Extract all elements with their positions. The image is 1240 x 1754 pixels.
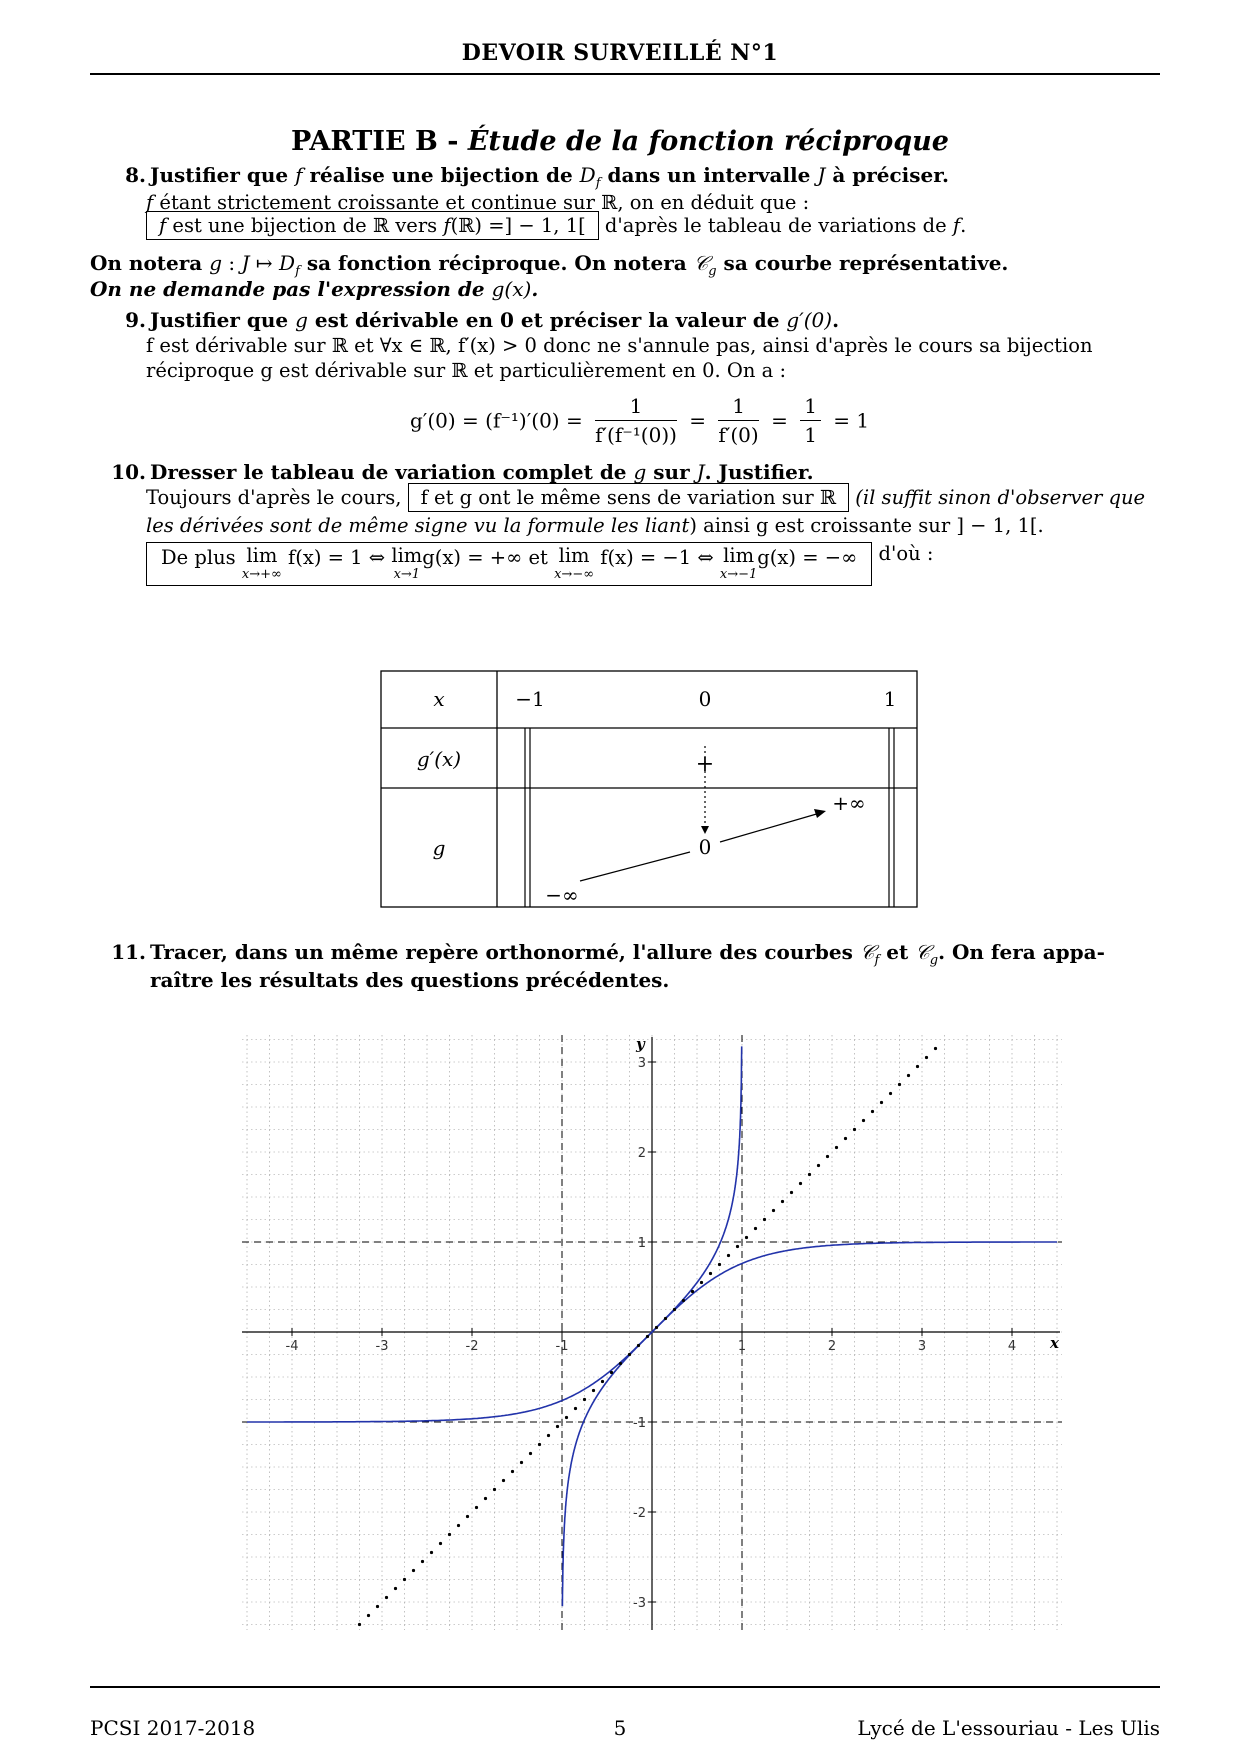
question-10-line-2: les dérivées sont de même signe vu la formule les liant) ainsi g est croissante sur ] − 1, 1[.: [146, 514, 1044, 537]
identity-dot: [493, 1488, 496, 1491]
y-axis-label: y: [636, 1035, 645, 1053]
identity-dot: [601, 1380, 604, 1383]
y-tick-label: 1: [637, 1236, 646, 1251]
g-value-low: −∞: [545, 883, 579, 907]
identity-dot: [367, 1614, 370, 1617]
identity-dot: [871, 1110, 874, 1113]
derivative-sign: +: [695, 752, 715, 777]
same-variation-box: f et g ont le même sens de variation sur ℝ: [408, 483, 849, 512]
identity-dot: [619, 1362, 622, 1365]
identity-dot: [682, 1299, 685, 1302]
table-label-x: x: [433, 687, 445, 711]
identity-dot: [610, 1371, 613, 1374]
question-8-line-2: f est une bijection de ℝ vers f(ℝ) =] − 1, 1[ d'après le tableau de variations de f.: [146, 214, 966, 237]
identity-dot: [718, 1263, 721, 1266]
derivative-equation: g′(0) = (f⁻¹)′(0) = $\frac{1}{\text{f′(f⁻¹(0))}}$ = $\frac{1}{f'(0)}$ = $\frac{1}{1}$ = 1: [410, 394, 870, 447]
identity-dot: [745, 1236, 748, 1239]
x-tick-label: 4: [1007, 1339, 1017, 1354]
question-11-heading: 11. Tracer, dans un même repère orthonormé, l'allure des courbes 𝒞$_f$ et 𝒞$_g$. On fera appa-: [111, 940, 1105, 968]
part-title: PARTIE B - Étude de la fonction réciproque: [291, 126, 949, 157]
identity-dot: [538, 1443, 541, 1446]
identity-dot: [646, 1335, 649, 1338]
identity-dot: [691, 1290, 694, 1293]
x-tick-label: -1: [555, 1339, 569, 1354]
x-tick-label: 1: [737, 1339, 747, 1354]
question-8-heading: 8. Justifier que f réalise une bijection de $D_f$ dans un intervalle J à préciser.: [125, 163, 949, 191]
identity-dot: [376, 1605, 379, 1608]
identity-dot: [556, 1425, 559, 1428]
identity-dot: [403, 1578, 406, 1581]
page-number: 5: [613, 1716, 627, 1740]
g-value-zero: 0: [698, 835, 712, 859]
y-tick-label: -2: [633, 1506, 646, 1521]
question-8-line-1: f étant strictement croissante et continue sur ℝ, on en déduit que :: [146, 191, 810, 214]
identity-dot: [781, 1200, 784, 1203]
tick-labels: [286, 1035, 1060, 1611]
question-9-heading: 9. Justifier que g est dérivable en 0 et préciser la valeur de g′(0).: [125, 308, 840, 332]
identity-dot: [799, 1182, 802, 1185]
question-10-heading: 10. Dresser le tableau de variation complet de g sur J. Justifier.: [111, 460, 814, 484]
identity-dot: [394, 1587, 397, 1590]
identity-dot: [889, 1092, 892, 1095]
header-rule: [90, 73, 1160, 75]
identity-dot: [385, 1596, 388, 1599]
identity-dot: [592, 1389, 595, 1392]
identity-dot: [664, 1317, 667, 1320]
x-axis-label: x: [1050, 1334, 1059, 1352]
identity-dot: [412, 1569, 415, 1572]
identity-dot: [709, 1272, 712, 1275]
identity-dot: [772, 1209, 775, 1212]
table-label-deriv: g′(x): [416, 747, 462, 771]
identity-dot: [547, 1434, 550, 1437]
identity-dot: [790, 1191, 793, 1194]
identity-dot: [763, 1218, 766, 1221]
identity-dot: [484, 1497, 487, 1500]
identity-dot: [754, 1227, 757, 1230]
x-value-min: −1: [515, 687, 545, 711]
question-10-line-3: De plus lim x→+∞ f(x) = 1 ⇔ lim x→1 g(x) = +∞ et lim x→−∞ f(x) = −1 ⇔ lim x→−1 g(x) = −∞ d'où :: [146, 542, 933, 586]
function-plot: [242, 1035, 1062, 1630]
identity-dot: [907, 1074, 910, 1077]
identity-dot: [520, 1461, 523, 1464]
footer-class: PCSI 2017-2018: [90, 1716, 256, 1740]
identity-dot: [844, 1137, 847, 1140]
identity-dot: [934, 1047, 937, 1050]
identity-dot: [430, 1551, 433, 1554]
identity-dot: [457, 1524, 460, 1527]
g-value-high: +∞: [832, 791, 866, 815]
identity-dot: [565, 1416, 568, 1419]
identity-dot: [637, 1344, 640, 1347]
question-10-line-1: Toujours d'après le cours, f et g ont le même sens de variation sur ℝ (il suffit sinon d'observer que: [146, 486, 1162, 509]
identity-dot: [583, 1398, 586, 1401]
identity-dot: [808, 1173, 811, 1176]
reciprocal-note-2: On ne demande pas l'expression de g(x).: [90, 277, 539, 301]
identity-dot: [448, 1533, 451, 1536]
x-value-max: 1: [883, 687, 897, 711]
y-tick-label: 2: [637, 1146, 646, 1161]
identity-dot: [673, 1308, 676, 1311]
identity-dot: [511, 1470, 514, 1473]
identity-dot: [700, 1281, 703, 1284]
identity-dot: [835, 1146, 838, 1149]
identity-dot: [925, 1056, 928, 1059]
identity-dot: [880, 1101, 883, 1104]
x-tick-label: -4: [285, 1339, 299, 1354]
identity-dot: [466, 1515, 469, 1518]
x-tick-label: -3: [375, 1339, 389, 1354]
identity-dot: [574, 1407, 577, 1410]
x-value-zero: 0: [698, 687, 712, 711]
question-11-line-2: raître les résultats des questions précédentes.: [150, 968, 670, 992]
identity-dot: [727, 1254, 730, 1257]
variation-table: [380, 670, 920, 920]
identity-dot: [475, 1506, 478, 1509]
reciprocal-note: On notera g : J ↦ $D_f$ sa fonction réciproque. On notera 𝒞$_g$ sa courbe représentative.: [90, 251, 1009, 279]
table-label-g: g: [432, 836, 446, 860]
identity-dot: [862, 1119, 865, 1122]
identity-dot: [916, 1065, 919, 1068]
y-tick-label: 3: [637, 1056, 646, 1071]
identity-dot: [628, 1353, 631, 1356]
identity-dot: [655, 1326, 658, 1329]
identity-dot: [853, 1128, 856, 1131]
footer-school: Lycé de L'essouriau - Les Ulis: [857, 1716, 1160, 1740]
identity-dot: [817, 1164, 820, 1167]
x-tick-label: -2: [465, 1339, 479, 1354]
page-header: DEVOIR SURVEILLÉ N°1: [461, 40, 779, 66]
identity-dot: [439, 1542, 442, 1545]
limits-box: De plus lim x→+∞ f(x) = 1 ⇔ lim x→1 g(x) = +∞ et lim x→−∞ f(x) = −1 ⇔ lim x→−1 g(x) = −∞: [146, 542, 872, 586]
x-tick-label: 2: [827, 1339, 837, 1354]
identity-dot: [421, 1560, 424, 1563]
identity-dot: [529, 1452, 532, 1455]
y-tick-label: -1: [633, 1416, 646, 1431]
identity-dot: [736, 1245, 739, 1248]
footer-rule: [90, 1686, 1160, 1688]
question-9-line-2: réciproque g est dérivable sur ℝ et particulièrement en 0. On a :: [146, 359, 787, 382]
question-9-line-1: f est dérivable sur ℝ et ∀x ∈ ℝ, f′(x) > 0 donc ne s'annule pas, ainsi d'après le cours sa bijection: [146, 334, 1093, 357]
identity-dot: [358, 1623, 361, 1626]
y-tick-label: -3: [633, 1596, 646, 1611]
bijection-box: f est une bijection de ℝ vers f(ℝ) =] − 1, 1[: [146, 211, 599, 240]
x-tick-label: 3: [917, 1339, 927, 1354]
identity-dot: [502, 1479, 505, 1482]
identity-dot: [826, 1155, 829, 1158]
identity-dot: [898, 1083, 901, 1086]
